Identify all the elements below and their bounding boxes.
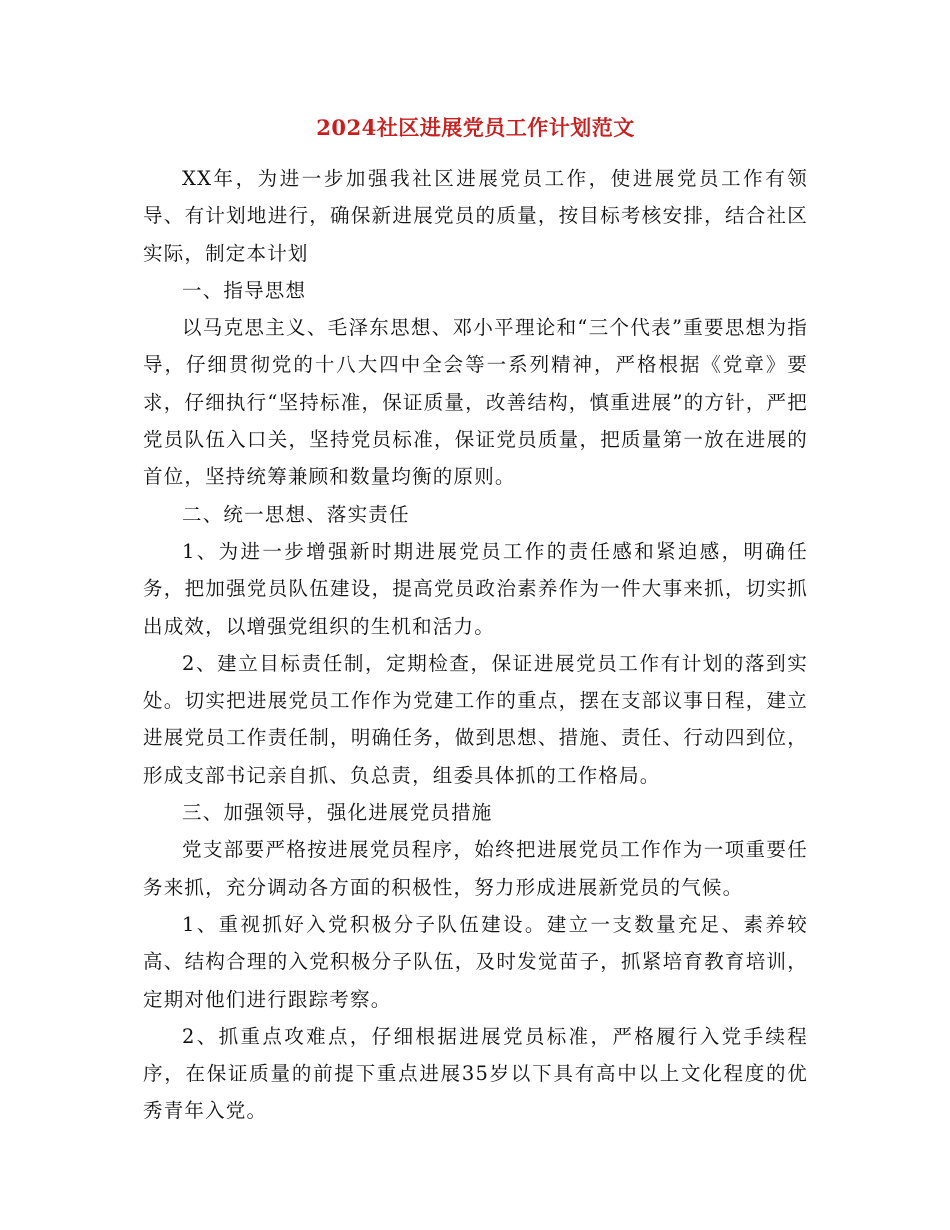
section-heading-guiding-ideology: 一、指导思想 <box>182 278 307 302</box>
paragraph-party-branch: 党支部要严格按进展党员程序，始终把进展党员工作作为一项重要任务来抓，充分调动各方面的积极性，努力形成进展新党员的气候。 <box>143 838 808 899</box>
paragraph-intro: XX年，为进一步加强我社区进展党员工作，使进展党员工作有领导、有计划地进行，确保新进展党员的质量，按目标考核安排，结合社区实际，制定本计划 <box>143 167 808 265</box>
paragraph-item-1-activists: 1、重视抓好入党积极分子队伍建设。建立一支数量充足、素养较高、结构合理的入党积极分子队伍，及时发觉苗子，抓紧培育教育培训，定期对他们进行跟踪考察。 <box>143 912 808 1011</box>
document-page <box>143 108 808 1130</box>
paragraph-item-1-responsibility: 1、为进一步增强新时期进展党员工作的责任感和紧迫感，明确任务，把加强党员队伍建设，提高党员政治素养作为一件大事来抓，切实抓出成效，以增强党组织的生机和活力。 <box>143 539 808 638</box>
document-title: 2024社区进展党员工作计划范文 <box>316 115 635 140</box>
document-body <box>143 160 808 1130</box>
section-heading-strengthen-leadership: 三、加强领导，强化进展党员措施 <box>182 801 493 825</box>
section-heading-unify-thinking: 二、统一思想、落实责任 <box>182 502 410 526</box>
paragraph-guiding-ideology: 以马克思主义、毛泽东思想、邓小平理论和“三个代表”重要思想为指导，仔细贯彻党的十八大四中全会等一系列精神，严格根据《党章》要求，仔细执行“坚持标准，保证质量，改善结构，慎重进展”的方针，严把党员队伍入口关，坚持党员标准，保证党员质量，把质量第一放在进展的首位，坚持统筹兼顾和数量均衡的原则。 <box>143 316 808 489</box>
paragraph-item-2-key-points: 2、抓重点攻难点，仔细根据进展党员标准，严格履行入党手续程序，在保证质量的前提下重点进展35岁以下具有高中以上文化程度的优秀青年入党。 <box>143 1024 808 1123</box>
paragraph-item-2-target-system: 2、建立目标责任制，定期检查，保证进展党员工作有计划的落到实处。切实把进展党员工作作为党建工作的重点，摆在支部议事日程，建立进展党员工作责任制，明确任务，做到思想、措施、责任、行动四到位，形成支部书记亲自抓、负总责，组委具体抓的工作格局。 <box>143 651 808 787</box>
